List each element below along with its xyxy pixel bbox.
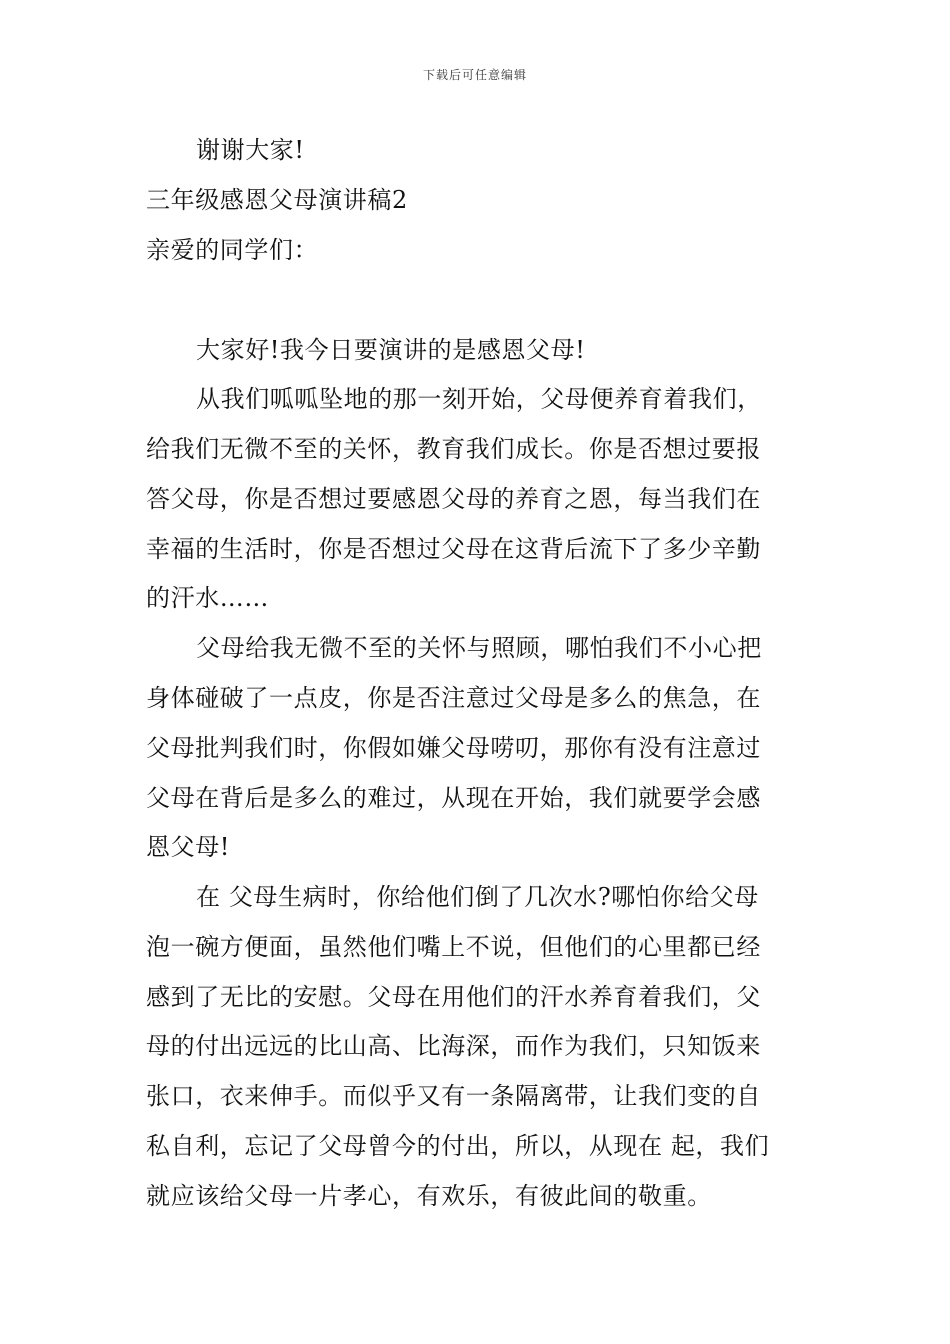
paragraph-line: 私自利，忘记了父母曾今的付出，所以，从现在 起，我们 [146,1132,770,1160]
paragraph-line: 感到了无比的安慰。父母在用他们的汗水养育着我们，父 [146,983,761,1011]
paragraph-line: 大家好!我今日要演讲的是感恩父母! [196,336,586,364]
paragraph-line: 母的付出远远的比山高、比海深，而作为我们，只知饭来 [146,1032,761,1060]
paragraph-line: 就应该给父母一片孝心，有欢乐，有彼此间的敬重。 [146,1182,712,1210]
paragraph-line: 的汗水…… [146,584,269,612]
paragraph-line: 幸福的生活时，你是否想过父母在这背后流下了多少辛勤 [146,535,761,563]
paragraph-line: 身体碰破了一点皮，你是否注意过父母是多么的焦急，在 [146,684,761,712]
section-title: 三年级感恩父母演讲稿2 [146,186,408,214]
paragraph-line: 答父母，你是否想过要感恩父母的养育之恩，每当我们在 [146,485,761,513]
header-note: 下载后可任意编辑 [422,68,527,82]
paragraph-line: 泡一碗方便面，虽然他们嘴上不说，但他们的心里都已经 [146,933,761,961]
paragraph-line: 恩父母! [146,833,231,861]
paragraph-line: 父母批判我们时，你假如嫌父母唠叨，那你有没有注意过 [146,734,761,762]
paragraph-line: 父母给我无微不至的关怀与照顾，哪怕我们不小心把 [196,634,762,662]
paragraph-line: 给我们无微不至的关怀，教育我们成长。你是否想过要报 [146,435,761,463]
paragraph-line: 从我们呱呱坠地的那一刻开始，父母便养育着我们， [196,385,762,413]
salutation: 亲爱的同学们： [146,236,319,264]
paragraph-line: 父母在背后是多么的难过，从现在开始，我们就要学会感 [146,784,761,812]
closing-thanks: 谢谢大家! [196,136,305,164]
paragraph-line: 在 父母生病时，你给他们倒了几次水?哪怕你给父母 [196,883,759,911]
paragraph-line: 张口，衣来伸手。而似乎又有一条隔离带，让我们变的自 [146,1082,761,1110]
